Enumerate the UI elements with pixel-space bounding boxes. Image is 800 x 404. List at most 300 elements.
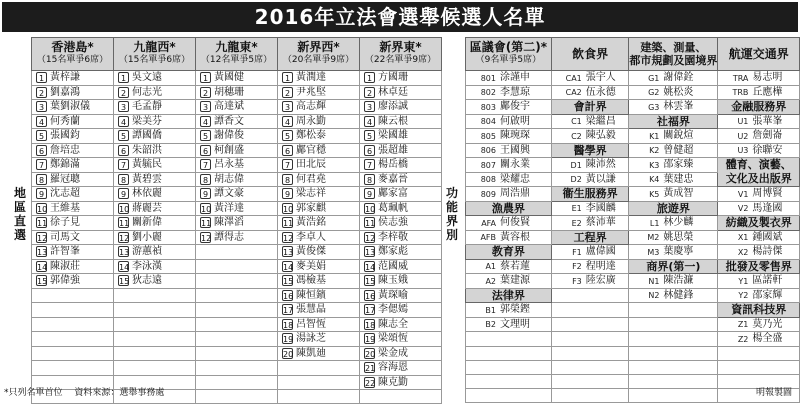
candidate-cell <box>32 114 114 129</box>
list-number-badge: 9 <box>282 188 293 199</box>
sector-name: 航運交通界 <box>728 46 789 61</box>
func-row <box>466 114 800 129</box>
list-code: N1 <box>648 276 660 286</box>
candidate-cell <box>114 129 196 144</box>
geo-row <box>32 288 442 303</box>
candidate-cell <box>718 143 800 158</box>
candidate-cell <box>278 259 360 274</box>
list-code: D2 <box>570 175 582 184</box>
candidate-cell <box>114 114 196 129</box>
sector-header <box>551 38 629 71</box>
list-code: B1 <box>485 305 496 315</box>
candidate-cell <box>551 172 629 187</box>
list-number-badge: 7 <box>282 159 293 170</box>
geo-row <box>32 361 442 376</box>
list-number-badge: 13 <box>119 248 130 257</box>
candidate-cell <box>278 346 360 361</box>
list-number-badge: 1 <box>282 72 293 83</box>
candidate-name: 陳浩濂 <box>663 275 694 286</box>
list-number-badge: 6 <box>118 145 129 156</box>
candidate-cell <box>360 361 442 376</box>
side-label-char: 直 <box>13 214 26 228</box>
candidate-name: 黃國健 <box>214 72 244 83</box>
candidate-name: 何君堯 <box>296 173 326 185</box>
candidate-cell <box>360 230 442 245</box>
candidate-name: 高達斌 <box>214 101 244 112</box>
list-code: TRA <box>732 73 749 83</box>
list-code: CA1 <box>565 73 582 83</box>
empty-cell <box>629 360 718 374</box>
candidate-cell <box>360 216 442 231</box>
candidate-name: 黃俊傑 <box>296 246 326 257</box>
candidate-cell <box>196 317 278 332</box>
district-seats: （15名單爭6席） <box>118 55 191 65</box>
candidate-name: 鄭家彪 <box>378 246 408 257</box>
candidate-name: 姚思榮 <box>663 231 694 243</box>
candidate-cell <box>629 245 718 260</box>
geo-row <box>32 100 442 115</box>
candidate-name: 郭榮鏗 <box>500 304 530 315</box>
sector-name: 都市規劃及園境界 <box>629 54 718 67</box>
list-code: AFA <box>481 218 496 228</box>
geo-row <box>32 259 442 274</box>
sector-name: 區議會(第二)* <box>469 40 548 54</box>
candidate-name: 文理明 <box>500 318 530 330</box>
candidate-cell <box>278 114 360 129</box>
sector-header: 金融服務界 <box>718 100 800 115</box>
list-number-badge: 6 <box>36 145 47 156</box>
candidate-cell <box>114 245 196 260</box>
list-code: CA2 <box>565 88 582 97</box>
candidate-name: 陳云根 <box>378 115 408 127</box>
candidate-name: 關新偉 <box>132 217 162 228</box>
candidate-name: 梁繼昌 <box>585 115 616 127</box>
list-code: TRB <box>732 88 749 97</box>
candidate-cell <box>114 71 196 86</box>
candidate-cell <box>278 158 360 173</box>
candidate-cell <box>196 375 278 390</box>
sector-name-line: 體育、演藝、 <box>725 158 792 171</box>
candidate-cell <box>360 114 442 129</box>
candidate-cell <box>718 201 800 216</box>
func-row <box>466 187 800 202</box>
candidate-cell <box>466 114 552 129</box>
list-number-badge: 15 <box>283 277 294 286</box>
candidate-name: 許智峯 <box>50 246 80 257</box>
list-number-badge: 3 <box>36 101 47 112</box>
candidate-name: 邵家輝 <box>752 289 783 301</box>
geo-row <box>32 201 442 216</box>
candidate-name: 張宇人 <box>585 72 616 83</box>
list-number-badge: 10 <box>365 204 376 214</box>
district-name: 新界東* <box>379 40 422 54</box>
candidate-name: 黃容根 <box>500 231 530 243</box>
sector-header: 會計界 <box>551 100 629 115</box>
func-row <box>466 274 800 289</box>
sector-header <box>629 38 718 71</box>
candidate-cell <box>196 274 278 289</box>
candidate-name: 梁國雄 <box>378 130 408 141</box>
list-number-badge: 12 <box>119 233 130 243</box>
list-number-badge: 5 <box>282 130 293 141</box>
list-code: C2 <box>571 131 582 141</box>
candidate-name: 葉建源 <box>500 275 530 286</box>
candidate-cell <box>278 375 360 390</box>
candidate-name: 郭家麒 <box>296 202 326 214</box>
list-number-badge: 8 <box>200 174 211 185</box>
sector-header: 工程界 <box>551 230 629 245</box>
candidate-cell <box>32 143 114 158</box>
empty-cell <box>629 332 718 347</box>
geo-row <box>32 143 442 158</box>
candidate-name: 陸宏廣 <box>585 275 616 286</box>
list-code: V2 <box>737 204 749 213</box>
candidate-cell <box>718 187 800 202</box>
candidate-name: 楊岳橋 <box>378 159 408 170</box>
candidate-name: 王國興 <box>500 144 530 156</box>
candidate-cell <box>360 390 442 404</box>
candidate-name: 陳玉娥 <box>378 275 408 286</box>
geo-row <box>32 71 442 86</box>
candidate-cell <box>196 346 278 361</box>
empty-cell <box>466 374 552 388</box>
geo-row <box>32 172 442 187</box>
func-row <box>466 346 800 360</box>
candidate-cell <box>360 274 442 289</box>
candidate-name: 陳沛然 <box>585 159 616 170</box>
func-row <box>466 201 800 216</box>
func-row <box>466 71 800 86</box>
list-code: 803 <box>480 102 496 112</box>
candidate-cell <box>278 274 360 289</box>
list-number-badge: 2 <box>282 87 293 98</box>
candidate-cell <box>360 187 442 202</box>
candidate-name: 呂永基 <box>214 159 244 170</box>
candidate-cell <box>466 303 552 318</box>
candidate-cell <box>629 129 718 144</box>
list-code: 807 <box>480 160 496 170</box>
func-row <box>466 388 800 402</box>
list-number-badge: 17 <box>283 306 294 315</box>
side-label-char: 地 <box>13 186 26 200</box>
list-number-badge: 5 <box>200 130 211 141</box>
candidate-cell <box>466 71 552 86</box>
geo-row <box>32 303 442 318</box>
candidate-cell <box>718 230 800 245</box>
candidate-cell <box>196 332 278 347</box>
list-code: C1 <box>571 117 582 126</box>
candidate-name: 陳澤滔 <box>214 217 244 228</box>
list-code: V1 <box>737 189 749 199</box>
candidate-cell <box>278 129 360 144</box>
list-code: K4 <box>649 175 660 184</box>
candidate-name: 譚得志 <box>214 231 244 243</box>
empty-cell <box>718 346 800 360</box>
candidate-cell <box>551 245 629 260</box>
candidate-name: 司馬文 <box>50 231 80 243</box>
candidate-name: 楊詩傑 <box>752 246 783 257</box>
empty-cell <box>551 317 629 332</box>
candidate-name: 李泳漢 <box>132 260 162 272</box>
list-code: X1 <box>737 233 749 242</box>
candidate-cell <box>629 216 718 231</box>
list-number-badge: 4 <box>282 116 293 127</box>
candidate-name: 梁美芬 <box>132 115 162 127</box>
candidate-name: 王維基 <box>50 202 80 214</box>
candidate-cell <box>32 245 114 260</box>
list-number-badge: 16 <box>365 291 376 301</box>
list-number-badge: 2 <box>200 87 211 98</box>
candidate-cell <box>360 375 442 390</box>
list-number-badge: 7 <box>36 159 47 170</box>
candidate-cell <box>114 143 196 158</box>
candidate-cell <box>32 129 114 144</box>
list-number-badge: 15 <box>37 277 48 286</box>
candidate-name: 胡志偉 <box>214 173 244 185</box>
geo-row <box>32 274 442 289</box>
list-number-badge: 11 <box>283 219 294 228</box>
list-number-badge: 2 <box>36 87 47 98</box>
candidate-cell <box>629 274 718 289</box>
list-number-badge: 2 <box>364 87 375 98</box>
candidate-cell <box>114 332 196 347</box>
sector-header <box>718 38 800 71</box>
list-number-badge: 4 <box>364 116 375 127</box>
sector-header: 商界(第一) <box>629 259 718 274</box>
candidate-cell <box>196 303 278 318</box>
candidate-name: 陳恒鑌 <box>296 289 326 301</box>
candidate-cell <box>278 100 360 115</box>
candidate-cell <box>551 129 629 144</box>
candidate-cell <box>196 129 278 144</box>
candidate-name: 譚香文 <box>214 115 244 127</box>
list-number-badge: 9 <box>118 188 129 199</box>
func-row <box>466 129 800 144</box>
candidate-cell <box>551 85 629 100</box>
list-number-badge: 9 <box>36 188 47 199</box>
candidate-name: 鄺俊宇 <box>500 101 530 112</box>
candidate-name: 范國威 <box>378 260 408 272</box>
candidate-cell <box>32 172 114 187</box>
candidate-cell <box>278 288 360 303</box>
candidate-name: 譚文豪 <box>214 188 244 199</box>
candidate-cell <box>196 390 278 404</box>
list-code: 805 <box>480 131 496 141</box>
candidate-name: 蔣麗芸 <box>132 202 162 214</box>
empty-cell <box>629 346 718 360</box>
func-row <box>466 85 800 100</box>
list-code: G2 <box>648 88 660 97</box>
district-header <box>360 38 442 71</box>
list-number-badge: 3 <box>282 101 293 112</box>
empty-cell <box>551 374 629 388</box>
candidate-cell <box>629 288 718 303</box>
list-number-badge: 10 <box>283 204 294 214</box>
side-label-char: 功 <box>445 186 458 200</box>
side-label-char: 界 <box>445 214 458 228</box>
candidate-cell <box>32 303 114 318</box>
candidate-cell <box>466 216 552 231</box>
func-row <box>466 288 800 303</box>
footer-credit: 明報製圖 <box>755 388 792 398</box>
sector-header: 漁農界 <box>466 201 552 216</box>
candidate-cell <box>32 201 114 216</box>
list-number-badge: 15 <box>119 277 130 286</box>
list-code: U1 <box>737 117 749 126</box>
sector-name: 飲食界 <box>572 46 609 61</box>
list-number-badge: 9 <box>200 188 211 199</box>
geo-row <box>32 230 442 245</box>
list-number-badge: 5 <box>364 130 375 141</box>
candidate-name: 馮檢基 <box>296 275 326 286</box>
candidate-cell <box>466 317 552 332</box>
candidate-cell <box>278 216 360 231</box>
list-number-badge: 14 <box>365 262 376 272</box>
geo-row <box>32 245 442 260</box>
sector-header: 醫學界 <box>551 143 629 158</box>
list-code: K5 <box>649 189 660 199</box>
candidate-name: 林卓廷 <box>378 86 408 98</box>
empty-cell <box>551 288 629 303</box>
candidate-name: 黃洋達 <box>214 202 244 214</box>
candidate-name: 李卓人 <box>296 231 326 243</box>
list-number-badge: 3 <box>118 101 129 112</box>
candidate-cell <box>360 129 442 144</box>
list-number-badge: 3 <box>364 101 375 112</box>
candidate-cell <box>114 85 196 100</box>
candidate-name: 李偲嫣 <box>378 304 408 315</box>
candidate-name: 廖添誠 <box>378 101 408 112</box>
candidate-name: 呂智恆 <box>296 318 326 330</box>
list-number-badge: 7 <box>200 159 211 170</box>
sector-header: 衞生服務界 <box>551 187 629 202</box>
list-code: F1 <box>572 247 582 257</box>
list-number-badge: 4 <box>200 116 211 127</box>
func-row <box>466 374 800 388</box>
functional-constituency-table <box>465 37 800 403</box>
candidate-name: 梁耀忠 <box>500 173 530 185</box>
candidate-cell <box>114 187 196 202</box>
candidate-name: 何秀蘭 <box>50 115 80 127</box>
candidate-name: 葉劉淑儀 <box>50 101 90 112</box>
list-number-badge: 11 <box>365 219 376 228</box>
list-number-badge: 6 <box>364 145 375 156</box>
candidate-name: 詹劍崙 <box>752 130 783 141</box>
candidate-name: 丘應樺 <box>752 86 783 98</box>
candidate-name: 涂謹申 <box>500 72 530 83</box>
candidate-name: 黃潤達 <box>296 72 326 83</box>
candidate-cell <box>718 85 800 100</box>
district-name: 新界西* <box>297 40 340 54</box>
geographical-constituency-table <box>31 37 442 404</box>
empty-cell <box>629 303 718 318</box>
list-number-badge: 16 <box>283 291 294 301</box>
candidate-cell <box>32 71 114 86</box>
candidate-cell <box>360 158 442 173</box>
candidate-name: 譚國僑 <box>132 130 162 141</box>
list-code: 801 <box>480 73 496 83</box>
candidate-cell <box>551 274 629 289</box>
list-code: Y2 <box>738 291 749 300</box>
list-number-badge: 12 <box>201 233 212 243</box>
list-number-badge: 5 <box>118 130 129 141</box>
candidate-cell <box>114 100 196 115</box>
candidate-cell <box>629 187 718 202</box>
side-label-char: 選 <box>13 228 26 242</box>
candidate-name: 胡穗珊 <box>214 86 244 98</box>
candidate-name: 高志輝 <box>296 101 326 112</box>
sector-header: 社福界 <box>629 114 718 129</box>
candidate-name: 何志光 <box>132 86 162 98</box>
page-title: 2016年立法會選舉候選人名單 <box>2 2 798 32</box>
func-row <box>466 303 800 318</box>
candidate-name: 邵家臻 <box>663 159 694 170</box>
func-row <box>466 245 800 260</box>
list-number-badge: 13 <box>37 248 48 257</box>
candidate-cell <box>196 288 278 303</box>
sector-header: 紡織及製衣界 <box>718 216 800 231</box>
candidate-cell <box>629 71 718 86</box>
list-number-badge: 4 <box>36 116 47 127</box>
candidate-cell <box>32 274 114 289</box>
candidate-name: 葛珮帆 <box>378 202 408 214</box>
list-number-badge: 21 <box>365 364 376 373</box>
candidate-name: 馬逢國 <box>752 202 783 214</box>
candidate-name: 沈志超 <box>50 188 80 199</box>
district-name: 九龍西* <box>133 40 176 54</box>
list-code: F3 <box>572 276 582 286</box>
candidate-cell <box>196 100 278 115</box>
list-number-badge: 10 <box>119 204 130 214</box>
candidate-name: 梁金成 <box>378 347 408 359</box>
candidate-name: 姚松炎 <box>663 86 694 98</box>
list-number-badge: 14 <box>119 262 130 272</box>
list-number-badge: 12 <box>283 233 294 243</box>
candidate-name: 李梓敬 <box>378 231 408 243</box>
candidate-cell <box>551 216 629 231</box>
candidate-cell <box>466 172 552 187</box>
district-seats: （22名單爭9席） <box>364 55 437 65</box>
list-number-badge: 19 <box>283 335 294 344</box>
empty-cell <box>466 346 552 360</box>
candidate-cell <box>32 317 114 332</box>
district-seats: （12名單爭5席） <box>200 55 273 65</box>
list-code: K2 <box>649 146 660 155</box>
candidate-cell <box>32 332 114 347</box>
sector-header: 批發及零售界 <box>718 259 800 274</box>
candidate-name: 周浩鼎 <box>500 188 530 199</box>
empty-cell <box>718 360 800 374</box>
candidate-name: 鄺官穩 <box>296 144 326 156</box>
candidate-cell <box>196 245 278 260</box>
candidate-name: 陳弘毅 <box>585 130 616 141</box>
geo-row <box>32 85 442 100</box>
candidate-cell <box>466 143 552 158</box>
candidate-cell <box>551 201 629 216</box>
candidate-cell <box>360 143 442 158</box>
candidate-cell <box>466 158 552 173</box>
list-number-badge: 8 <box>282 174 293 185</box>
list-number-badge: 22 <box>365 378 376 388</box>
list-code: K1 <box>649 131 660 141</box>
list-number-badge: 8 <box>118 174 129 185</box>
func-row <box>466 360 800 374</box>
list-number-badge: 6 <box>200 145 211 156</box>
candidate-cell <box>551 158 629 173</box>
geo-row <box>32 129 442 144</box>
functional-constituency-label <box>444 186 460 242</box>
candidate-cell <box>196 259 278 274</box>
